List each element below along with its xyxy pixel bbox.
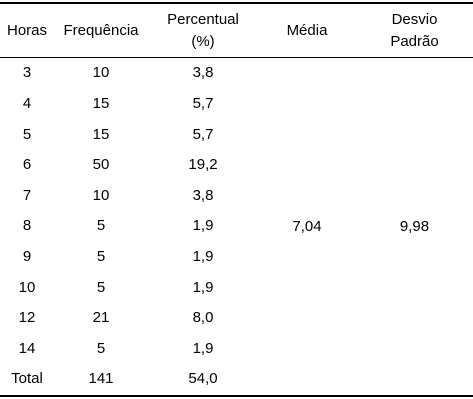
header-frequencia-label: Frequência bbox=[63, 21, 139, 39]
cell-percentual: 1,9 bbox=[192, 278, 214, 296]
cell-frequencia: 5 bbox=[96, 247, 106, 265]
cell-percentual: 8,0 bbox=[192, 309, 214, 327]
cell-horas: Total bbox=[11, 370, 43, 388]
header-media-label: Média bbox=[286, 21, 328, 39]
cell-frequencia: 15 bbox=[92, 94, 110, 112]
cell-horas: 8 bbox=[22, 217, 32, 235]
bottom-rule bbox=[0, 395, 473, 397]
cell-horas: 4 bbox=[22, 94, 32, 112]
cell-frequencia: 50 bbox=[92, 156, 110, 174]
cell-horas: 10 bbox=[18, 278, 36, 296]
header-percentual-label: Percentual bbox=[167, 10, 239, 28]
cell-frequencia: 10 bbox=[92, 186, 110, 204]
cell-frequencia: 5 bbox=[96, 278, 106, 296]
cell-frequencia: 5 bbox=[96, 339, 106, 357]
media-value-text: 7,04 bbox=[292, 218, 322, 235]
header-frequencia bbox=[54, 4, 148, 57]
cell-horas: 3 bbox=[22, 64, 32, 82]
cell-horas: 7 bbox=[22, 186, 32, 204]
header-desvio-label-line2: Padrão bbox=[390, 32, 439, 50]
header-horas bbox=[0, 4, 54, 57]
cell-percentual: 3,8 bbox=[192, 64, 214, 82]
cell-horas: 12 bbox=[18, 309, 36, 327]
media-value bbox=[258, 58, 356, 395]
header-desvio-label-line1: Desvio bbox=[391, 10, 438, 28]
cell-percentual: 54,0 bbox=[188, 370, 218, 388]
desvio-value-text: 9,98 bbox=[399, 218, 430, 235]
desvio-value bbox=[356, 58, 473, 395]
cell-frequencia: 5 bbox=[96, 217, 106, 235]
cell-horas: 14 bbox=[18, 339, 36, 357]
cell-frequencia: 21 bbox=[92, 309, 110, 327]
header-percentual bbox=[148, 4, 258, 57]
cell-percentual: 1,9 bbox=[192, 339, 214, 357]
cell-frequencia: 15 bbox=[92, 125, 110, 143]
header-horas-label: Horas bbox=[6, 21, 47, 39]
cell-percentual: 3,8 bbox=[192, 186, 214, 204]
header-desvio bbox=[356, 4, 473, 57]
header-media bbox=[258, 4, 356, 57]
cell-percentual: 5,7 bbox=[192, 94, 214, 112]
cell-frequencia: 10 bbox=[92, 64, 110, 82]
cell-horas: 5 bbox=[22, 125, 32, 143]
cell-percentual: 1,9 bbox=[192, 217, 214, 235]
cell-horas: 9 bbox=[22, 247, 32, 265]
cell-percentual: 1,9 bbox=[192, 247, 214, 265]
cell-percentual: 19,2 bbox=[188, 156, 218, 174]
cell-horas: 6 bbox=[22, 156, 32, 174]
cell-frequencia: 141 bbox=[88, 370, 114, 388]
cell-percentual: 5,7 bbox=[192, 125, 214, 143]
header-percentual-unit: (%) bbox=[191, 32, 215, 50]
